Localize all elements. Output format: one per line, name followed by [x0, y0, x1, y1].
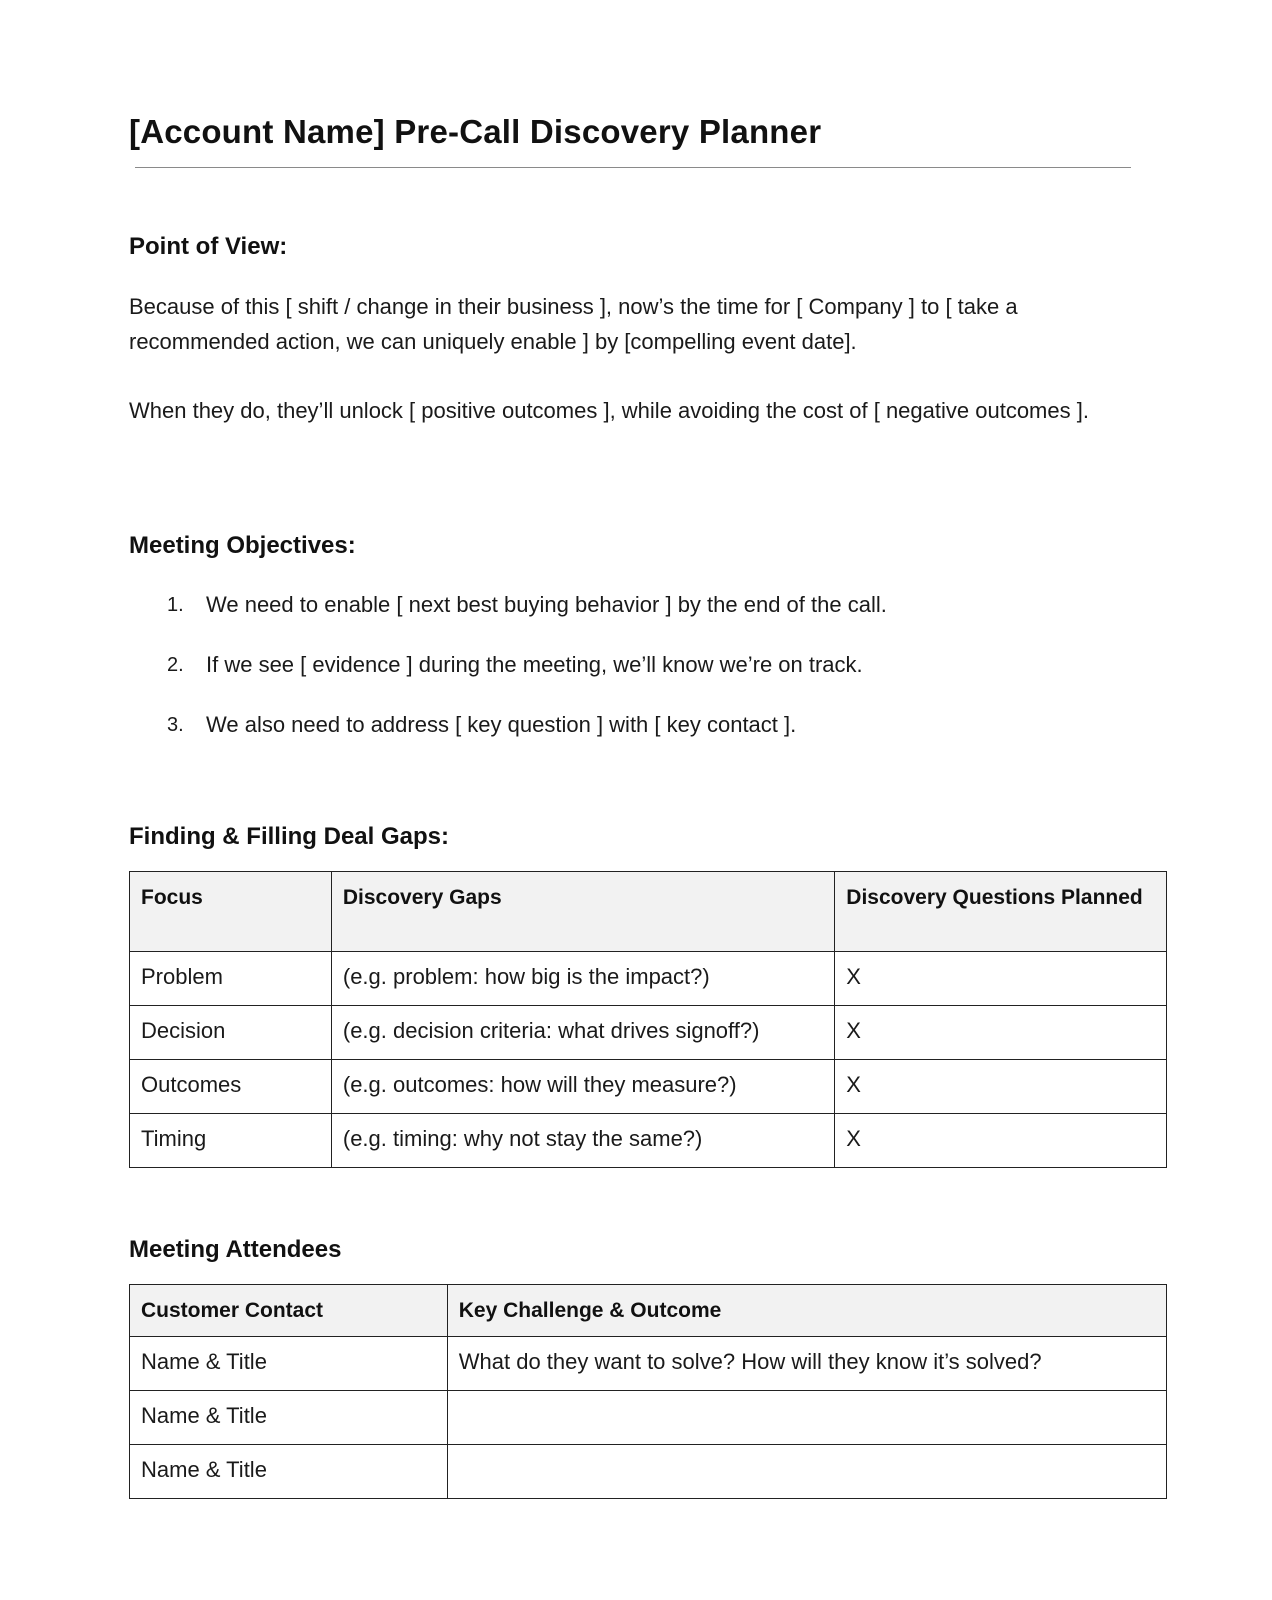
contact-cell: Name & Title	[130, 1337, 448, 1391]
focus-cell: Timing	[130, 1114, 332, 1168]
meeting-attendees-heading: Meeting Attendees	[129, 1236, 342, 1263]
gap-cell: (e.g. decision criteria: what drives signoff?)	[331, 1006, 834, 1060]
column-header-customer-contact: Customer Contact	[130, 1285, 448, 1337]
table-row	[130, 952, 1167, 1006]
contact-cell: Name & Title	[130, 1445, 448, 1499]
column-header-questions-planned: Discovery Questions Planned	[835, 872, 1167, 952]
objective-text: If we see [ evidence ] during the meeting, we’ll know we’re on track.	[206, 652, 863, 677]
objective-text: We need to enable [ next best buying behavior ] by the end of the call.	[206, 592, 887, 617]
column-header-focus: Focus	[130, 872, 332, 952]
objective-text: We also need to address [ key question ] with [ key contact ].	[206, 712, 797, 737]
questions-cell: X	[835, 1114, 1167, 1168]
table-row	[130, 1445, 1167, 1499]
challenge-cell	[447, 1391, 1166, 1445]
attendees-table	[129, 1284, 1167, 1499]
meeting-objectives-heading: Meeting Objectives:	[129, 532, 356, 559]
title-divider	[135, 167, 1131, 168]
questions-cell: X	[835, 952, 1167, 1006]
gap-cell: (e.g. problem: how big is the impact?)	[331, 952, 834, 1006]
point-of-view-heading: Point of View:	[129, 233, 288, 260]
objective-number: 1.	[167, 594, 184, 616]
table-header-row	[130, 1285, 1167, 1337]
table-row	[130, 1114, 1167, 1168]
objective-number: 3.	[167, 714, 184, 736]
table-row	[130, 1337, 1167, 1391]
objective-number: 2.	[167, 654, 184, 676]
point-of-view-paragraph-1: Because of this [ shift / change in their business ], now’s the time for [ Company ] to [ take a recommended action, we can uniquely enable ] by [compelling event date].	[129, 294, 1018, 354]
table-row	[130, 1391, 1167, 1445]
page-title: [Account Name] Pre-Call Discovery Planner	[129, 113, 822, 150]
focus-cell: Decision	[130, 1006, 332, 1060]
gap-cell: (e.g. timing: why not stay the same?)	[331, 1114, 834, 1168]
table-header-row	[130, 872, 1167, 952]
gap-cell: (e.g. outcomes: how will they measure?)	[331, 1060, 834, 1114]
column-header-key-challenge: Key Challenge & Outcome	[447, 1285, 1166, 1337]
table-row	[130, 1006, 1167, 1060]
deal-gaps-heading: Finding & Filling Deal Gaps:	[129, 823, 450, 850]
questions-cell: X	[835, 1060, 1167, 1114]
deal-gaps-table	[129, 871, 1167, 1168]
point-of-view-paragraph-2: When they do, they’ll unlock [ positive outcomes ], while avoiding the cost of [ negative outcomes ].	[129, 398, 1089, 423]
column-header-discovery-gaps: Discovery Gaps	[331, 872, 834, 952]
table-row	[130, 1060, 1167, 1114]
focus-cell: Problem	[130, 952, 332, 1006]
focus-cell: Outcomes	[130, 1060, 332, 1114]
challenge-cell	[447, 1445, 1166, 1499]
contact-cell: Name & Title	[130, 1391, 448, 1445]
questions-cell: X	[835, 1006, 1167, 1060]
challenge-cell: What do they want to solve? How will they know it’s solved?	[447, 1337, 1166, 1391]
